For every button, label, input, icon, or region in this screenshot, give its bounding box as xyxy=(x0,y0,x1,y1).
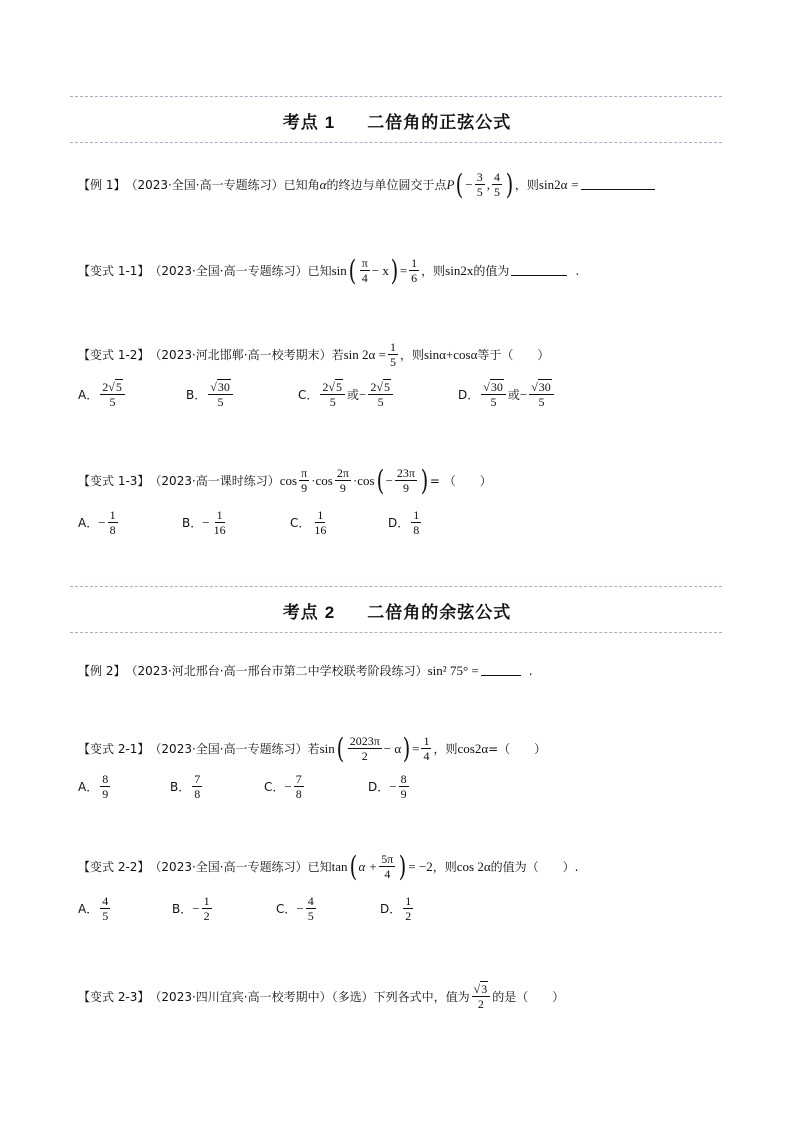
math: sin 2α = xyxy=(343,346,386,362)
numerator xyxy=(320,380,345,395)
numerator xyxy=(208,380,233,395)
example-source: （2023·全国·高一专题练习） xyxy=(149,264,308,278)
divider-top-1 xyxy=(70,96,722,97)
text: B． xyxy=(182,516,203,530)
text: = （ ） xyxy=(429,474,492,488)
denominator: 2 xyxy=(477,997,484,1011)
paren: ) xyxy=(399,849,407,883)
text: D． xyxy=(368,780,390,794)
answer-blank[interactable] xyxy=(581,179,655,190)
radicand: 30 xyxy=(490,380,503,394)
math: − xyxy=(202,514,210,530)
option-d[interactable] xyxy=(368,772,411,801)
denominator: 4 xyxy=(384,867,391,881)
example-source: （2023·高一课时练习） xyxy=(149,474,280,488)
option-c[interactable] xyxy=(264,772,306,801)
text: ，则 xyxy=(514,178,539,192)
example-source: （2023·全国·高一专题练习） xyxy=(149,742,308,756)
denominator: 9 xyxy=(301,481,308,495)
denominator: 2 xyxy=(203,909,210,923)
fraction xyxy=(208,380,233,409)
text: 已知 xyxy=(307,860,332,874)
fraction xyxy=(399,772,409,801)
denominator: 6 xyxy=(411,271,418,285)
numerator: 1 xyxy=(317,508,324,522)
fraction xyxy=(312,508,328,537)
example-source: （2023·河北邢台·高一邢台市第二中学校联考阶段练习） xyxy=(125,664,428,678)
numerator: 7 xyxy=(194,772,201,786)
denominator: 5 xyxy=(109,395,116,409)
section-prefix: 考点 xyxy=(282,603,319,623)
numerator: 4 xyxy=(102,894,109,908)
paren: ) xyxy=(390,253,399,287)
paren-left: ( xyxy=(456,167,464,201)
section-number: 1 xyxy=(324,113,336,132)
numerator: 5π xyxy=(381,852,394,866)
text: . xyxy=(528,663,533,678)
fraction xyxy=(411,508,421,537)
text: B． xyxy=(170,780,191,794)
text: 若 xyxy=(331,348,344,362)
math: − xyxy=(98,514,106,530)
variant-1-1 xyxy=(78,253,580,287)
text: 已知角 xyxy=(283,178,320,192)
math: cos 2α xyxy=(456,858,491,874)
radical-sign: √ xyxy=(531,380,538,394)
radical-sign: √ xyxy=(210,380,217,394)
text: ，则 xyxy=(433,742,458,756)
numerator: 1 xyxy=(413,508,420,522)
text: 2 xyxy=(322,380,329,394)
fraction xyxy=(379,852,395,881)
denominator: 5 xyxy=(217,395,224,409)
text: B． xyxy=(186,388,207,402)
fraction xyxy=(481,380,506,409)
numerator xyxy=(100,380,125,395)
section-title-2 xyxy=(0,598,794,623)
text: D． xyxy=(458,388,480,402)
section-heading-text: 二倍角的正弦公式 xyxy=(367,113,512,133)
minus: − xyxy=(465,176,473,192)
math: sin2x xyxy=(445,262,474,278)
radicand: 5 xyxy=(335,380,342,394)
text: B． xyxy=(172,902,193,916)
radicand: 5 xyxy=(383,380,390,394)
numerator: 23π xyxy=(396,466,415,480)
example-source: （2023·全国·高一专题练习） xyxy=(149,860,308,874)
math: − xyxy=(296,900,304,916)
variant-1-2 xyxy=(78,340,549,369)
divider-bottom-1 xyxy=(70,142,722,143)
math: sin xyxy=(331,262,347,278)
comma: , xyxy=(486,176,490,192)
numerator: 7 xyxy=(295,772,302,786)
numerator: 4 xyxy=(307,894,314,908)
text: ，则 xyxy=(432,860,457,874)
text: ，则 xyxy=(421,264,446,278)
example-source: （2023·河北邯郸·高一校考期末） xyxy=(149,348,332,362)
answer-blank[interactable] xyxy=(481,665,521,676)
math: = xyxy=(571,176,579,192)
denominator: 16 xyxy=(314,523,327,537)
option-a[interactable] xyxy=(78,508,120,537)
radical-sign: √ xyxy=(376,380,383,394)
fraction xyxy=(395,466,417,495)
math: cos2α xyxy=(457,740,489,756)
fraction xyxy=(403,894,413,923)
denominator: 5 xyxy=(377,395,384,409)
section-heading-text: 二倍角的余弦公式 xyxy=(367,603,512,623)
denominator: 16 xyxy=(213,523,226,537)
numerator xyxy=(481,380,506,395)
text: . xyxy=(575,263,580,278)
denominator: 8 xyxy=(109,523,116,537)
fraction xyxy=(475,170,485,199)
section-number: 2 xyxy=(324,603,336,622)
text: C． xyxy=(264,780,285,794)
divider-top-2 xyxy=(70,586,722,587)
denominator: 5 xyxy=(493,185,500,199)
text: A． xyxy=(78,780,99,794)
fraction xyxy=(368,380,393,409)
numerator: 8 xyxy=(102,772,109,786)
option-b[interactable] xyxy=(172,894,214,923)
text: 2 xyxy=(102,380,109,394)
equals: = xyxy=(399,262,408,278)
text: =（ ） xyxy=(488,742,547,756)
text: 的是（ ） xyxy=(492,990,565,1004)
example-tag: 【例 2】 xyxy=(78,664,126,678)
math: P xyxy=(446,176,455,192)
option-a[interactable] xyxy=(78,772,112,801)
math: α + xyxy=(358,858,378,874)
denominator: 9 xyxy=(102,787,109,801)
math: · xyxy=(352,472,358,488)
fraction xyxy=(529,380,554,409)
answer-blank[interactable] xyxy=(511,265,567,276)
paren: ) xyxy=(420,463,429,497)
radicand: 30 xyxy=(538,380,551,394)
text: 已知 xyxy=(307,264,332,278)
fraction xyxy=(294,772,304,801)
paren: ( xyxy=(336,731,345,765)
option-c[interactable] xyxy=(298,380,395,409)
section-title-1 xyxy=(0,108,794,133)
fraction xyxy=(192,772,202,801)
text: 等于（ ） xyxy=(477,348,550,362)
variant-2-2 xyxy=(78,849,579,883)
numerator: 1 xyxy=(405,894,412,908)
math: sin2α xyxy=(538,176,568,192)
denominator: 9 xyxy=(400,787,407,801)
math: − xyxy=(389,778,397,794)
text: 的值为 xyxy=(473,264,510,278)
denominator: 5 xyxy=(538,395,545,409)
numerator: 8 xyxy=(400,772,407,786)
example-tag: 【变式 2-2】 xyxy=(78,860,150,874)
option-a[interactable] xyxy=(78,380,127,409)
fraction xyxy=(348,734,382,763)
text: D． xyxy=(388,516,410,530)
math: = −2 xyxy=(408,858,433,874)
denominator: 8 xyxy=(413,523,420,537)
fraction xyxy=(472,982,491,1011)
numerator: 1 xyxy=(203,894,210,908)
text: C． xyxy=(290,516,311,530)
text: A． xyxy=(78,388,99,402)
fraction xyxy=(360,256,370,285)
numerator: π xyxy=(301,466,308,480)
text: 或 xyxy=(507,388,520,402)
math: − α xyxy=(383,740,402,756)
denominator: 5 xyxy=(490,395,497,409)
paren: ) xyxy=(402,731,411,765)
radicand: 3 xyxy=(481,982,488,996)
example-tag: 【变式 1-3】 xyxy=(78,474,150,488)
denominator: 9 xyxy=(402,481,409,495)
option-d[interactable] xyxy=(458,380,556,409)
fraction xyxy=(320,380,345,409)
text: 的终边与单位圆交于点 xyxy=(326,178,447,192)
option-c[interactable] xyxy=(290,508,330,537)
math: − xyxy=(385,472,393,488)
example-source: （2023·全国·高一专题练习） xyxy=(125,178,284,192)
option-b[interactable] xyxy=(182,508,230,537)
denominator: 9 xyxy=(339,481,346,495)
radical-sign: √ xyxy=(483,380,490,394)
math: · xyxy=(311,472,316,488)
math: tan xyxy=(331,858,348,874)
text: D． xyxy=(380,902,402,916)
divider-bottom-2 xyxy=(70,632,722,633)
text: 2 xyxy=(370,380,377,394)
example-tag: 【例 1】 xyxy=(78,178,126,192)
math: sin xyxy=(319,740,335,756)
paren-right: ) xyxy=(505,167,514,201)
radicand: 5 xyxy=(115,380,122,394)
fraction xyxy=(421,734,431,763)
example-1 xyxy=(78,167,657,201)
text: C． xyxy=(276,902,297,916)
numerator xyxy=(368,380,393,395)
denominator: 8 xyxy=(295,787,302,801)
text: 的值为（ ）. xyxy=(490,860,579,874)
paren: ( xyxy=(376,463,384,497)
example-tag: 【变式 1-2】 xyxy=(78,348,150,362)
variant-2-1 xyxy=(78,731,547,765)
fraction xyxy=(108,508,118,537)
radical-sign: √ xyxy=(473,982,481,996)
text: C． xyxy=(298,388,319,402)
denominator: 5 xyxy=(307,909,314,923)
fraction xyxy=(100,894,110,923)
text: 若 xyxy=(307,742,320,756)
denominator: 5 xyxy=(476,185,483,199)
option-b[interactable] xyxy=(186,380,235,409)
math: − xyxy=(284,778,292,794)
math: cos xyxy=(315,472,333,488)
denominator: 5 xyxy=(102,909,109,923)
text: A． xyxy=(78,902,99,916)
math: sin² 75° = xyxy=(427,662,479,678)
example-tag: 【变式 2-3】 xyxy=(78,990,150,1004)
math: − xyxy=(519,386,528,402)
option-d[interactable] xyxy=(388,508,423,537)
fraction xyxy=(306,894,316,923)
numerator: 1 xyxy=(411,256,418,270)
numerator: 2π xyxy=(336,466,349,480)
denominator: 4 xyxy=(423,749,430,763)
radical-sign: √ xyxy=(328,380,335,394)
numerator: 3 xyxy=(476,170,483,184)
numerator: 1 xyxy=(109,508,116,522)
denominator: 4 xyxy=(361,271,368,285)
option-d[interactable] xyxy=(380,894,415,923)
denominator: 2 xyxy=(405,909,412,923)
fraction xyxy=(212,508,228,537)
denominator: 2 xyxy=(361,749,368,763)
denominator: 8 xyxy=(194,787,201,801)
math: cos xyxy=(279,472,298,488)
example-tag: 【变式 1-1】 xyxy=(78,264,150,278)
fraction xyxy=(202,894,212,923)
radical-sign: √ xyxy=(108,380,115,394)
denominator: 5 xyxy=(329,395,336,409)
fraction xyxy=(299,466,309,495)
numerator: π xyxy=(361,256,368,270)
example-2 xyxy=(78,662,533,679)
option-a[interactable] xyxy=(78,894,112,923)
option-b[interactable] xyxy=(170,772,204,801)
math: − x xyxy=(371,262,389,278)
numerator: 2023π xyxy=(349,734,380,748)
fraction xyxy=(388,340,398,369)
numerator: 1 xyxy=(216,508,223,522)
text: ，则 xyxy=(399,348,424,362)
paren: ( xyxy=(348,253,357,287)
math: − xyxy=(192,900,200,916)
variant-1-3 xyxy=(78,463,492,497)
example-source: （2023·四川宜宾·高一校考期中）（多选）下列各式中，值为 xyxy=(149,990,470,1004)
radicand: 30 xyxy=(217,380,230,394)
paren: ( xyxy=(349,849,357,883)
math: α xyxy=(319,176,327,192)
option-c[interactable] xyxy=(276,894,318,923)
math: sinα+cosα xyxy=(423,346,478,362)
numerator: 1 xyxy=(423,734,430,748)
section-prefix: 考点 xyxy=(282,113,319,133)
fraction xyxy=(409,256,419,285)
example-tag: 【变式 2-1】 xyxy=(78,742,150,756)
fraction xyxy=(492,170,502,199)
variant-2-3 xyxy=(78,982,564,1011)
math: cos xyxy=(357,472,375,488)
denominator: 5 xyxy=(389,355,396,369)
numerator: 4 xyxy=(493,170,500,184)
numerator xyxy=(472,982,491,997)
numerator xyxy=(529,380,554,395)
fraction xyxy=(100,772,110,801)
fraction xyxy=(100,380,125,409)
fraction xyxy=(335,466,351,495)
text: 或 xyxy=(346,388,359,402)
math: − xyxy=(359,386,367,402)
numerator: 1 xyxy=(389,340,396,354)
text: A． xyxy=(78,516,99,530)
equals: = xyxy=(412,740,420,756)
